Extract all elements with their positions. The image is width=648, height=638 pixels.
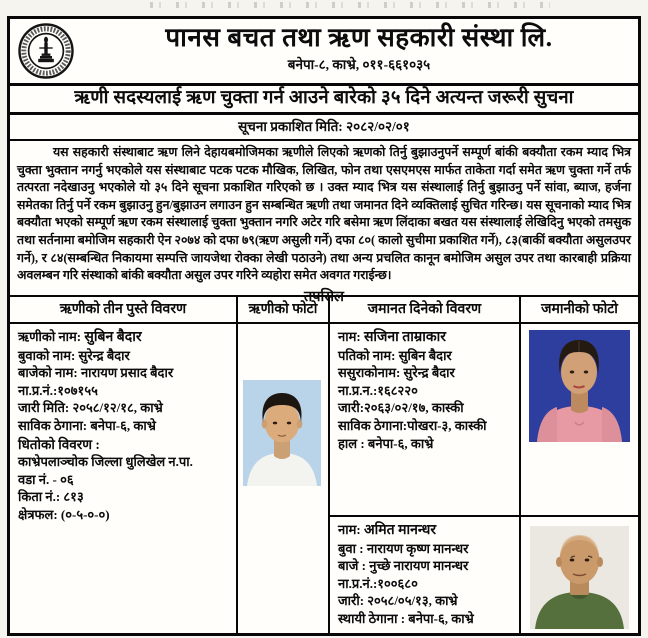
guarantor1-name-label: नाम: xyxy=(338,329,364,344)
guarantor1-details-cell xyxy=(330,324,521,517)
guarantor1-photo-cell xyxy=(521,324,638,517)
table-header-guarantor-photo: जमानीको फोटो xyxy=(521,297,638,324)
guarantor2-photo-cell xyxy=(521,517,638,633)
document-header xyxy=(10,19,638,83)
guarantor2-photo xyxy=(530,526,629,629)
borrower-photo-cell xyxy=(238,324,330,633)
notice-document xyxy=(7,16,641,636)
guarantor2-permanent-address-line: स्थायी ठेगाना : बनेपा-६, काभ्रे xyxy=(338,610,474,626)
guarantor2-citizenship-line: ना.प्र.नं.:१००६८० xyxy=(338,575,418,591)
borrower-details-cell xyxy=(10,324,238,633)
guarantor1-photo xyxy=(529,330,630,442)
table-header-guarantor-details: जमानत दिनेको विवरण xyxy=(330,297,521,324)
details-table xyxy=(10,295,638,633)
borrower-photo xyxy=(243,380,321,486)
guarantor2-name: अमित मानन्धर xyxy=(363,523,437,538)
borrower-name: सुबिन बैदार xyxy=(84,330,142,345)
notice-body-paragraph: यस सहकारी संस्थाबाट ऋण लिने देहायबमोजिमका ऋणीले लिएको ऋणको तिर्नु बुझाउनुपर्ने सम्पूर्ण बांकी बक्यौता रकम म्याद भित्र चुक्ता भुक्तान नगर्नु भएकोले यस संस्थाबाट पटक पटक मौखिक, लिखित, फोन तथा एसएमएस मार्फत ताकेता गर्दा समेत ऋण चुक्ता गर्ने तर्फ तत्परता नदेखाउनु भएकोले यो ३५ दिने सूचना प्रकाशित गरिएको छ । उक्त म्याद भित्र यस संस्थालाई तिर्नु बुझाउनु पर्ने सांवा, ब्याज, हर्जना समेतका तिर्नु पर्ने रकम बुझाउनु हुन/बुझाउन लगाउन हुन सम्बन्धित ऋणी तथा जमानत दिने व्यक्तिलाई सुचित गरिन्छ। यस सूचनाको म्याद भित्र बक्यौता भएको सम्पूर्ण ऋण रकम संस्थालाई चुक्ता भुक्तान नगरि अटेर गरि बसेमा ऋण लिंदाका बखत यस संस्थालाई लेखिदिनु भएको तमसुक तथा सर्तनामा बमोजिम सहकारी ऐन २०७४ को दफा ७९(ऋण असुली गर्ने) दफा ८०( कालो सुचीमा प्रकाशित गर्ने), ८३(बाकीं बक्यौता असुलउपर गर्ने), र ८४(सम्बन्धित निकायमा सम्पत्ति जायजेथा रोक्का लेखी पठाउने) तथा अन्य प्रचलित कानून बमोजिम असुल उपर तथा कारबाही प्रक्रिया अवलम्बन गरि संस्थाको बांकी बक्यौता असुल उपर गरिने व्यहोरा समेत अवगत गराईन्छ। xyxy=(17,145,631,283)
guarantor2-issue-date-line: जारी: २०५८/०५/१३, काभ्रे xyxy=(338,593,458,609)
collateral-district-line: काभ्रेपलाञ्चोक जिल्ला धुलिखेल न.पा. xyxy=(18,454,193,470)
guarantor1-current-address-line: हाल : बनेपा-६, काभ्रे xyxy=(338,435,434,451)
guarantor2-details-cell xyxy=(330,517,521,633)
guarantor2-name-line xyxy=(338,521,513,540)
borrower-name-line xyxy=(18,328,230,347)
guarantor1-name-line xyxy=(338,328,513,347)
guarantor1-name: सजिना ताम्राकार xyxy=(363,330,447,345)
collateral-area-line: क्षेत्रफल: (०-५-०-०) xyxy=(18,506,110,522)
borrower-address-line: साविक ठेगाना: बनेपा-६, काभ्रे xyxy=(18,417,156,433)
cooperative-seal-logo xyxy=(17,22,75,80)
guarantor1-former-address-line: साविक ठेगाना:पोखरा-३, कास्की xyxy=(338,417,487,433)
guarantor1-fatherinlaw-line: ससुराकोनाम: सुरेन्द्र बैदार xyxy=(338,365,455,381)
guarantor1-husband-line: पतिको नाम: सुबिन बैदार xyxy=(338,347,452,363)
borrower-grandfather-line: बाजेको नाम: नारायण प्रसाद बैदार xyxy=(18,365,174,381)
collateral-ward-line: वडा नं. - ०६ xyxy=(18,471,74,487)
borrower-issue-date-line: जारी मिति: २०५८/१२/१८, काभ्रे xyxy=(18,400,163,416)
guarantor2-grandfather-line: बाजे : नुच्छे नारायण मानन्धर xyxy=(338,558,469,574)
collateral-plot-line: किता नं.: ८१३ xyxy=(18,489,84,505)
borrower-father-line: बुवाको नाम: सुरेन्द्र बैदार xyxy=(18,347,130,363)
notice-headline: ऋणी सदस्यलाई ऋण चुक्ता गर्न आउने बारेको ३५ दिने अत्यन्त जरूरी सुचना xyxy=(10,83,638,115)
table-header-borrower-details: ऋणीको तीन पुस्ते विवरण xyxy=(10,297,238,324)
guarantor2-name-label: नाम: xyxy=(338,522,364,537)
organization-name: पानस बचत तथा ऋण सहकारी संस्था लि. xyxy=(165,23,553,52)
guarantor1-citizenship-line: ना.प्र.न.:१६८२२० xyxy=(338,382,418,398)
guarantor2-father-line: बुवा : नारायण कृष्ण मानन्धर xyxy=(338,540,469,556)
table-header-borrower-photo: ऋणीको फोटो xyxy=(238,297,330,324)
borrower-citizenship-line: ना.प्र.नं.:१०७१५५ xyxy=(18,382,98,398)
borrower-name-label: ऋणीको नाम: xyxy=(18,329,85,344)
details-heading: तपसिल xyxy=(304,288,344,305)
collateral-heading: धितोको विवरण : xyxy=(18,436,100,452)
guarantor1-issue-date-line: जारी:२०६३/०२/१७, कास्की xyxy=(338,400,464,416)
lamp-emblem xyxy=(38,37,54,63)
publication-date: सूचना प्रकाशित मिति: २०८२/०२/०१ xyxy=(10,115,638,141)
cropped-top-text-remnant xyxy=(150,2,550,8)
organization-address: बनेपा-८, काभ्रे, ०११-६६१०३५ xyxy=(287,57,431,72)
